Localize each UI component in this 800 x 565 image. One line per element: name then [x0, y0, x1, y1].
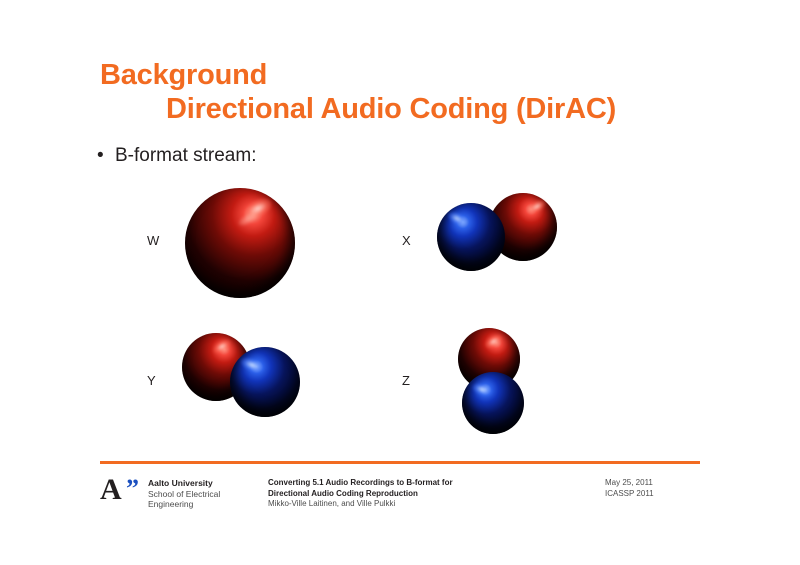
logo-letter-a: A	[100, 473, 122, 506]
w-pattern-group	[185, 188, 295, 298]
bformat-directivity-figure	[100, 185, 700, 450]
paper-title-line2: Directional Audio Coding Reproduction	[268, 488, 418, 498]
presentation-date: May 25, 2011	[605, 478, 653, 487]
x-pattern-group	[437, 193, 557, 271]
conference-info-block	[605, 478, 654, 499]
z-pattern-group	[458, 328, 538, 436]
organization-department: Engineering	[148, 499, 194, 509]
y-pattern-group	[182, 333, 302, 415]
aalto-logo-icon	[100, 473, 144, 506]
bullet-item-label: B-format stream:	[115, 145, 257, 166]
z-negative-lobe	[462, 372, 524, 434]
paper-authors: Mikko-Ville Laitinen, and Ville Pulkki	[268, 499, 396, 508]
figure-label-y: Y	[147, 373, 156, 388]
organization-block	[148, 478, 220, 510]
conference-name: ICASSP 2011	[605, 488, 654, 498]
logo-quote-mark: ”	[126, 474, 139, 503]
w-sphere	[185, 188, 295, 298]
paper-info-block	[268, 478, 453, 510]
page-title: Background	[100, 59, 268, 91]
organization-name: Aalto University	[148, 478, 213, 488]
figure-label-w: W	[147, 233, 160, 248]
x-negative-lobe	[437, 203, 505, 271]
footer-divider	[100, 461, 700, 464]
organization-school: School of Electrical	[148, 488, 221, 499]
slide-title-block	[100, 58, 740, 126]
bullet-marker-icon: •	[97, 145, 104, 166]
paper-title-line1: Converting 5.1 Audio Recordings to B-format for	[268, 478, 453, 487]
slide-footer	[100, 473, 700, 520]
bullet-list-item	[97, 143, 717, 169]
figure-label-x: X	[402, 233, 411, 248]
y-negative-lobe	[230, 347, 300, 417]
figure-label-z: Z	[402, 373, 410, 388]
page-subtitle: Directional Audio Coding (DirAC)	[166, 93, 617, 125]
